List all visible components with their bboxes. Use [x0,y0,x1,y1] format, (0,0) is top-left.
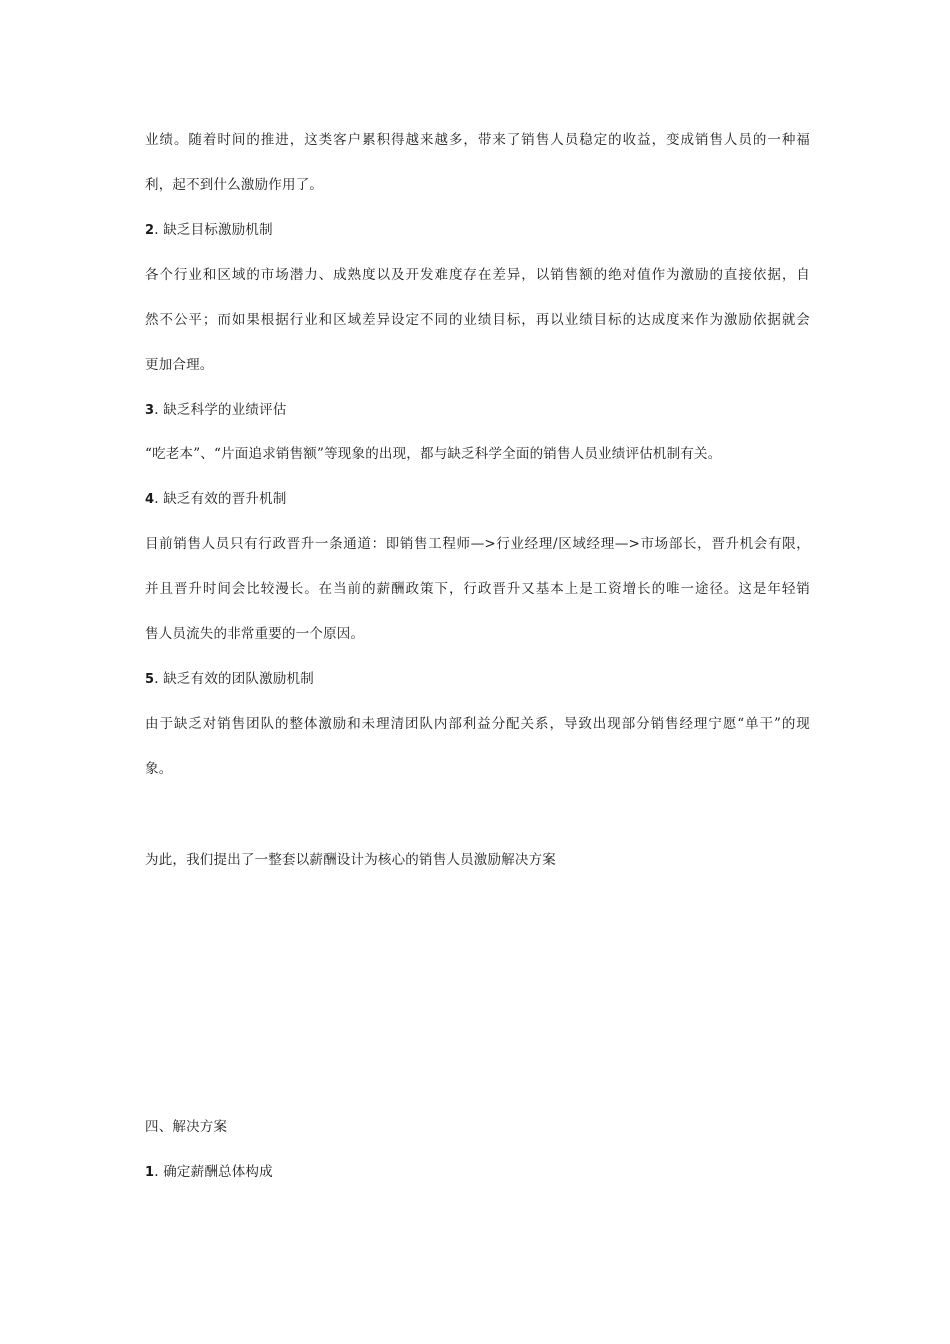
paragraph-line: 业绩。随着时间的推进，这类客户累积得越来越多，带来了销售人员稳定的收益，变成销售人员的一种福 [145,132,810,148]
paragraph-line: 售人员流失的非常重要的一个原因。 [145,626,365,642]
section-title: 四、解决方案 [145,1119,228,1135]
paragraph-line: 象。 [145,761,173,777]
heading-number: 5 [145,672,155,687]
heading-text: . 缺乏有效的团队激励机制 [154,671,314,687]
section-heading [145,221,810,240]
paragraph-line: “吃老本”、“片面追求销售额”等现象的出现，都与缺乏科学全面的销售人员业绩评估机制有关。 [145,446,722,462]
heading-number: 4 [145,492,155,507]
paragraph-line: 更加合理。 [145,357,214,373]
paragraph-line: 然不公平；而如果根据行业和区域差异设定不同的业绩目标，再以业绩目标的达成度来作为激励依据就会 [145,312,810,328]
paragraph-line: 由于缺乏对销售团队的整体激励和未理清团队内部利益分配关系，导致出现部分销售经理宁愿“单干”的现 [145,716,810,732]
paragraph-line: 为此，我们提出了一整套以薪酬设计为核心的销售人员激励解决方案 [145,852,556,868]
heading-number: 1 [145,1165,155,1180]
heading-text: . 缺乏目标激励机制 [154,222,273,238]
paragraph-line: 利，起不到什么激励作用了。 [145,177,324,193]
heading-number: 2 [145,223,155,238]
paragraph-line: 目前销售人员只有行政晋升一条通道：即销售工程师—>行业经理/区域经理—>市场部长，晋升机会有限， [145,536,810,552]
heading-text: . 缺乏有效的晋升机制 [154,491,287,507]
section-heading [145,401,810,420]
paragraph-line: 各个行业和区域的市场潜力、成熟度以及开发难度存在差异，以销售额的绝对值作为激励的直接依据，自 [145,267,810,283]
paragraph-line: 并且晋升时间会比较漫长。在当前的薪酬政策下，行政晋升又基本上是工资增长的唯一途径。这是年轻销 [145,581,810,597]
heading-number: 3 [145,403,155,418]
heading-text: . 缺乏科学的业绩评估 [154,402,287,418]
section-heading [145,670,810,689]
section-heading [145,1163,810,1182]
section-heading [145,490,810,509]
heading-text: . 确定薪酬总体构成 [154,1164,273,1180]
